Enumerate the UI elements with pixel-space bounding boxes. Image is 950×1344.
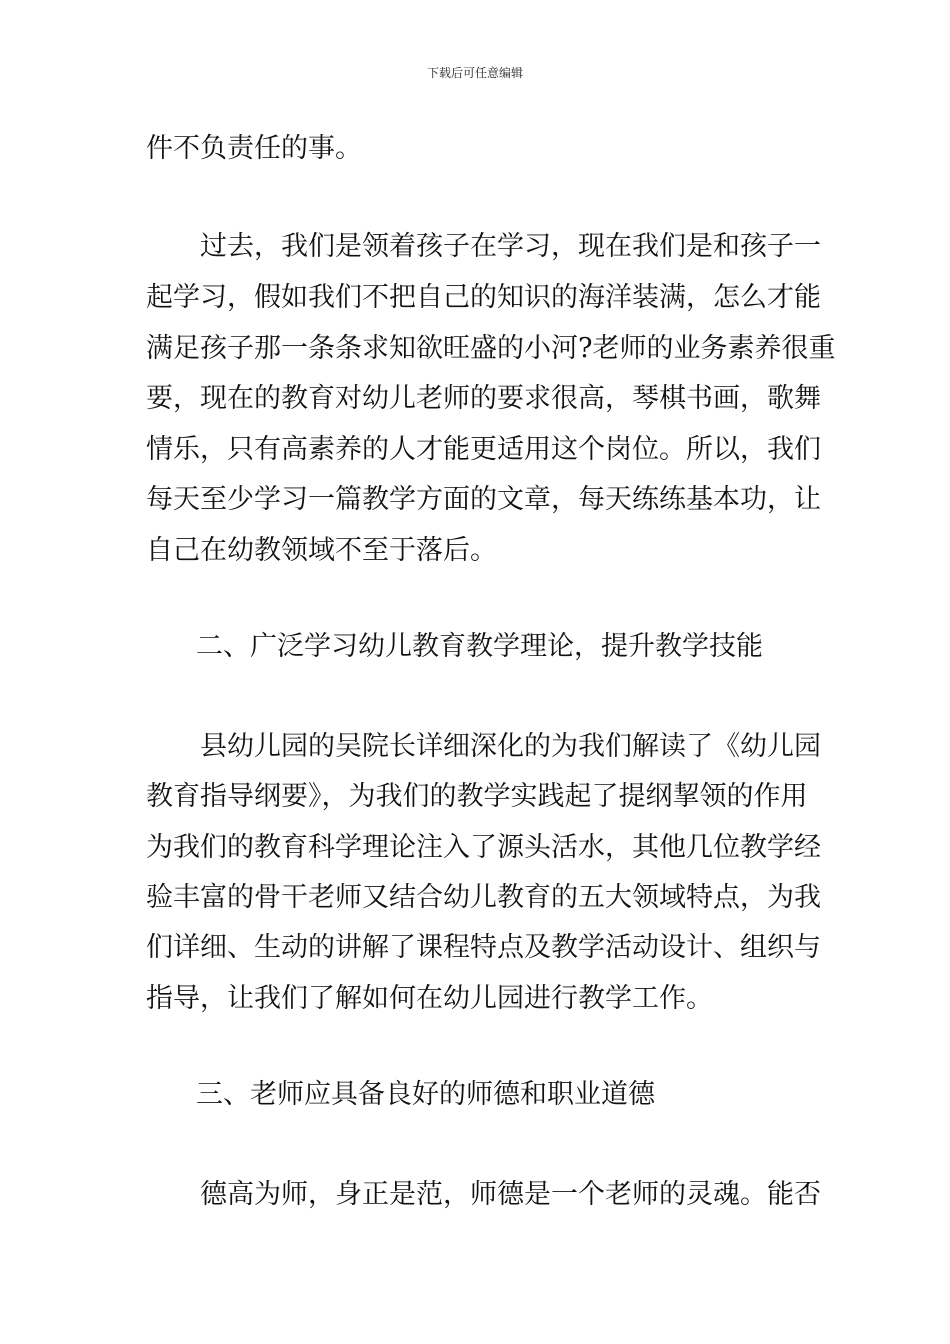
section-heading: 三、老师应具备良好的师德和职业道德 — [196, 1079, 655, 1110]
paragraph-line: 情乐，只有高素养的人才能更适用这个岗位。所以，我们 — [146, 434, 821, 465]
paragraph-line: 过去，我们是领着孩子在学习，现在我们是和孩子一 — [200, 231, 821, 262]
page-header: 下载后可任意编辑 — [426, 66, 523, 80]
paragraph-line: 每天至少学习一篇教学方面的文章，每天练练基本功，让 — [146, 484, 821, 515]
section-heading: 二、广泛学习幼儿教育教学理论，提升教学技能 — [196, 631, 763, 662]
paragraph-line: 教育指导纲要》，为我们的教学实践起了提纲挈领的作用 — [146, 781, 808, 812]
paragraph-line: 满足孩子那一条条求知欲旺盛的小河?老师的业务素养很重 — [146, 333, 836, 364]
paragraph-line: 验丰富的骨干老师又结合幼儿教育的五大领域特点，为我 — [146, 882, 821, 913]
paragraph-line: 自己在幼教领域不至于落后。 — [146, 535, 497, 566]
paragraph-line: 县幼儿园的吴院长详细深化的为我们解读了《幼儿园 — [200, 731, 821, 762]
paragraph-line: 为我们的教育科学理论注入了源头活水，其他几位教学经 — [146, 832, 821, 863]
paragraph-line: 件不负责任的事。 — [146, 133, 362, 164]
paragraph-line: 要，现在的教育对幼儿老师的要求很高，琴棋书画，歌舞 — [146, 383, 821, 414]
paragraph-line: 们详细、生动的讲解了课程特点及教学活动设计、组织与 — [146, 932, 821, 963]
paragraph-line: 德高为师，身正是范，师德是一个老师的灵魂。能否 — [200, 1179, 821, 1210]
paragraph-line: 指导，让我们了解如何在幼儿园进行教学工作。 — [146, 983, 713, 1014]
paragraph-line: 起学习，假如我们不把自己的知识的海洋装满，怎么才能 — [146, 282, 821, 313]
